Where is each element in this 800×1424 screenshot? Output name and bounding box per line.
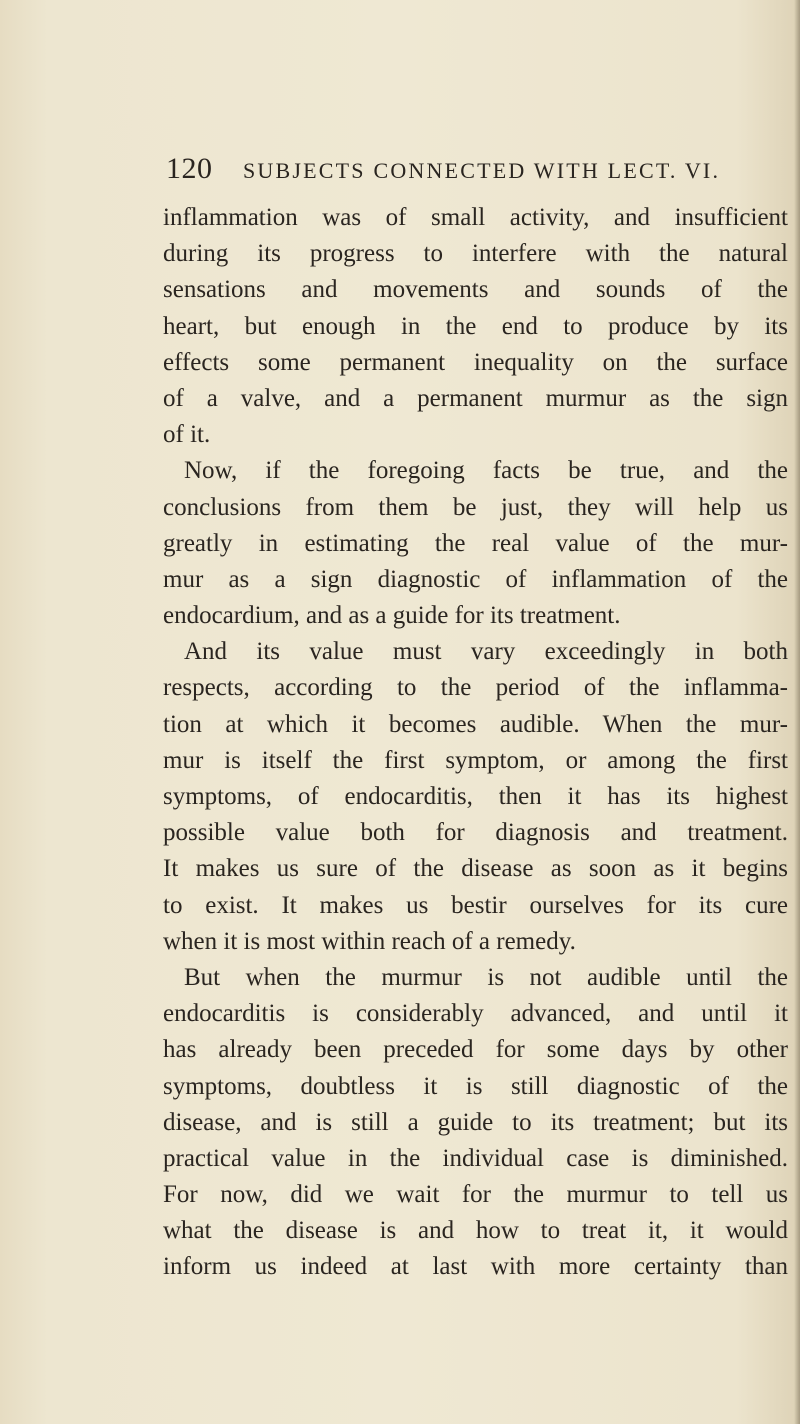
text-line: For now, did we wait for the murmur to tell us — [163, 1181, 788, 1209]
text-line: endocardium, and as a guide for its treatment. — [163, 602, 621, 630]
text-line: greatly in estimating the real value of the mur- — [163, 529, 788, 557]
text-line: mur is itself the first symptom, or among the first — [163, 746, 788, 774]
text-line: endocarditis is considerably advanced, and until it — [163, 1000, 788, 1028]
page-header — [166, 152, 796, 192]
text-line: practical value in the individual case is diminished. — [163, 1144, 788, 1172]
text-line: effects some permanent inequality on the surface — [163, 348, 788, 376]
running-head: SUBJECTS CONNECTED WITH LECT. VI. — [243, 158, 721, 183]
text-line: But when the murmur is not audible until the — [184, 963, 788, 991]
text-line: And its value must vary exceedingly in both — [184, 638, 788, 666]
text-line: Now, if the foregoing facts be true, and the — [184, 457, 788, 485]
text-line: inform us indeed at last with more certainty than — [163, 1253, 788, 1281]
text-line: during its progress to interfere with the natural — [163, 240, 788, 268]
text-line: of it. — [163, 421, 211, 449]
text-line: when it is most within reach of a remedy. — [163, 927, 576, 955]
text-line: It makes us sure of the disease as soon as it begins — [163, 855, 788, 883]
text-line: respects, according to the period of the inflamma- — [163, 674, 788, 702]
text-line: symptoms, of endocarditis, then it has its highest — [163, 783, 788, 810]
text-line: mur as a sign diagnostic of inflammation of the — [163, 565, 788, 593]
text-line: disease, and is still a guide to its treatment; but its — [163, 1108, 788, 1136]
page-number: 120 — [166, 152, 213, 185]
text-line: to exist. It makes us bestir ourselves for its cure — [163, 891, 788, 919]
text-line: what the disease is and how to treat it, it would — [163, 1217, 788, 1245]
text-line: has already been preceded for some days by other — [163, 1036, 788, 1064]
text-line: inflammation was of small activity, and insufficient — [163, 204, 788, 231]
text-line: possible value both for diagnosis and treatment. — [163, 819, 788, 847]
text-line: conclusions from them be just, they will help us — [163, 493, 788, 521]
text-line: sensations and movements and sounds of the — [163, 276, 788, 304]
page-edge-shadow — [794, 0, 800, 1424]
text-line: symptoms, doubtless it is still diagnostic of the — [163, 1072, 788, 1100]
text-line: of a valve, and a permanent murmur as the sign — [163, 384, 788, 412]
text-line: tion at which it becomes audible. When the mur- — [163, 710, 788, 738]
text-line: heart, but enough in the end to produce by its — [163, 312, 788, 340]
body-text — [163, 200, 788, 1286]
